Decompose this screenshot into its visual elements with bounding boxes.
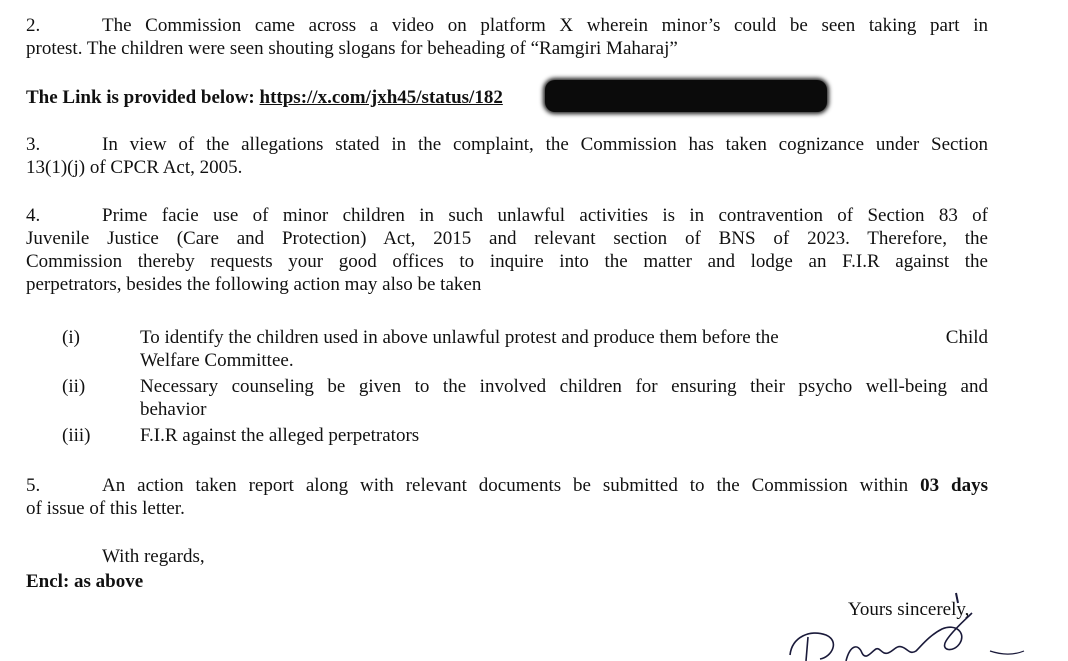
paragraph-5-number: 5. bbox=[26, 475, 41, 496]
list-number-iii: (iii) bbox=[62, 425, 91, 446]
paragraph-2-line-1: 2. The Commission came across a video on platform X wherein minor’s could be seen taking part in bbox=[26, 15, 988, 36]
paragraph-2-number: 2. bbox=[26, 15, 41, 36]
list-number-i: (i) bbox=[62, 327, 80, 348]
paragraph-4-line-3: Commission thereby requests your good offices to inquire into the matter and lodge an F.I.R against the bbox=[26, 251, 988, 272]
paragraph-5 bbox=[26, 474, 988, 520]
link-label: The Link is provided below: bbox=[26, 87, 255, 108]
link-line bbox=[26, 86, 503, 109]
paragraph-2 bbox=[26, 14, 988, 60]
paragraph-5-line-2: of issue of this letter. bbox=[26, 498, 185, 519]
list-number-ii: (ii) bbox=[62, 376, 86, 397]
paragraph-4-line-1: 4. Prime facie use of minor children in such unlawful activities is in contravention of Section 83 of bbox=[26, 205, 988, 226]
paragraph-3-line-1: 3. In view of the allegations stated in the complaint, the Commission has taken cognizance under Section bbox=[26, 134, 988, 155]
list-item-i-line-2: Welfare Committee. bbox=[140, 350, 294, 371]
action-list bbox=[62, 326, 988, 447]
yours-sincerely: Yours sincerely, bbox=[848, 599, 970, 620]
list-item-ii bbox=[62, 375, 988, 421]
paragraph-4-line-4: perpetrators, besides the following action may also be taken bbox=[26, 274, 482, 295]
paragraph-4-line-2: Juvenile Justice (Care and Protection) Act, 2015 and relevant section of BNS of 2023. Therefore, the bbox=[26, 228, 988, 249]
paragraph-3 bbox=[26, 133, 988, 179]
regards-text: With regards, bbox=[102, 546, 205, 567]
status-link[interactable]: https://x.com/jxh45/status/182 bbox=[259, 87, 503, 108]
paragraph-4-number: 4. bbox=[26, 205, 41, 226]
deadline-days: 03 days bbox=[920, 475, 989, 496]
signature-image bbox=[780, 585, 1040, 661]
list-item-i-line-1: To identify the children used in above unlawful protest and produce them before the Child bbox=[140, 327, 988, 348]
list-item-ii-line-1: Necessary counseling be given to the involved children for ensuring their psycho well-being and bbox=[140, 376, 988, 397]
paragraph-3-line-2: 13(1)(j) of CPCR Act, 2005. bbox=[26, 157, 243, 178]
redaction-block bbox=[545, 80, 827, 112]
list-item-i bbox=[62, 326, 988, 372]
enclosure-note: Encl: as above bbox=[26, 571, 144, 592]
list-item-iii-line-1: F.I.R against the alleged perpetrators bbox=[140, 425, 420, 446]
list-item-iii bbox=[62, 424, 988, 447]
paragraph-4 bbox=[26, 204, 988, 296]
paragraph-3-number: 3. bbox=[26, 134, 41, 155]
list-item-ii-line-2: behavior bbox=[140, 399, 207, 420]
paragraph-2-line-2: protest. The children were seen shouting slogans for beheading of “Ramgiri Maharaj” bbox=[26, 38, 678, 59]
paragraph-5-line-1: 5. An action taken report along with relevant documents be submitted to the Commission within 03 days bbox=[26, 475, 989, 496]
